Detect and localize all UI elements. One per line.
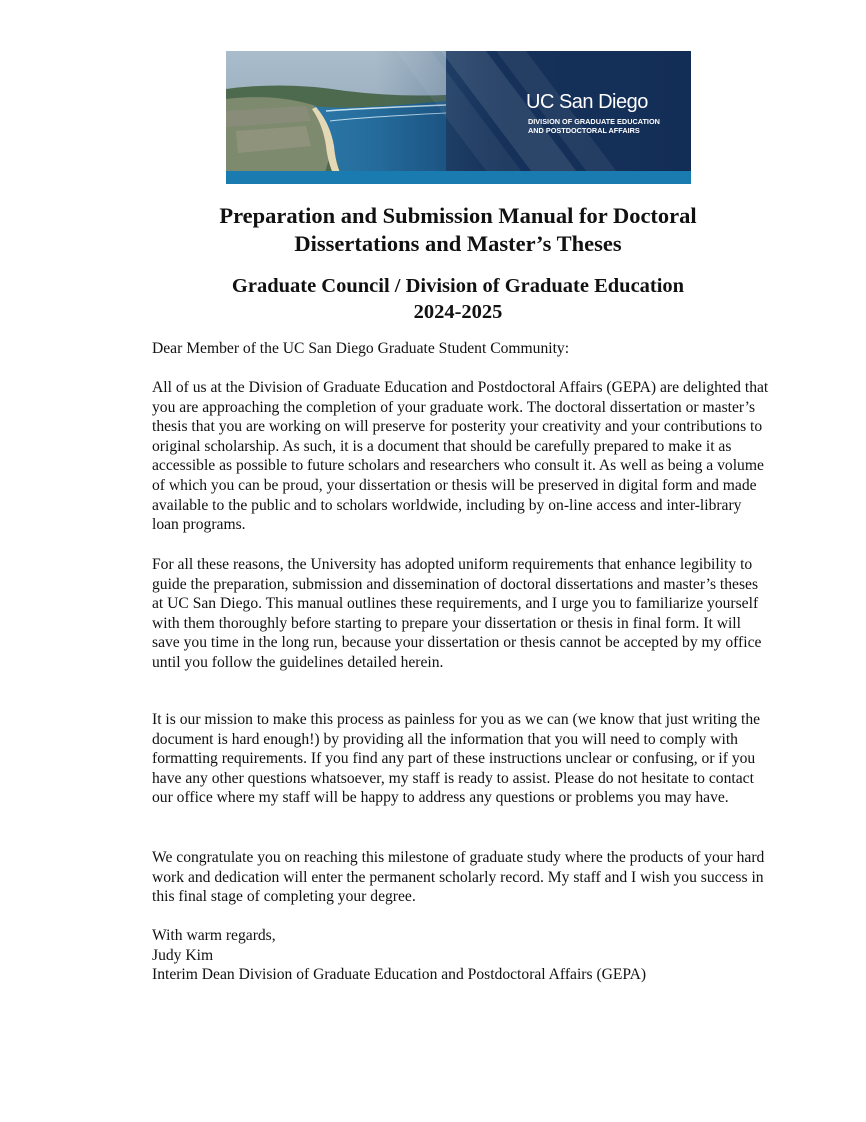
document-subtitle	[150, 273, 766, 325]
banner-stripe	[226, 171, 691, 184]
paragraph-text: For all these reasons, the University has adopted uniform requirements that enhance legibility to guide the preparation, submission and dissemination of doctoral dissertations and master’s theses at UC San Diego. This manual outlines these requirements, and I urge you to familiarize yourself with them thoroughly before starting to prepare your dissertation or thesis in final form. It will save you time in the long run, because your dissertation or thesis cannot be accepted by my office until you follow the guidelines detailed herein.	[152, 556, 762, 671]
uc-san-diego-logo: UC San Diego	[526, 91, 648, 113]
division-name-line1: DIVISION OF GRADUATE EDUCATION	[528, 117, 660, 126]
letter-signature	[152, 926, 772, 985]
closing-text: With warm regards,	[152, 927, 276, 944]
letter-paragraph-2	[152, 555, 772, 673]
paragraph-text: It is our mission to make this process as painless for you as we can (we know that just writing the document is hard enough!) by providing all the information that you will need to comply with formatting requirements. If you find any part of these instructions unclear or confusing, or if you have any other questions whatsoever, my staff is ready to assist. Please do not hesitate to contact our office where my staff will be happy to address any questions or problems you may have.	[152, 711, 761, 807]
header-banner	[226, 51, 691, 184]
letter-paragraph-3	[152, 710, 772, 808]
letter-paragraph-4	[152, 848, 772, 907]
letter-paragraph-1	[152, 378, 772, 535]
paragraph-text: All of us at the Division of Graduate Education and Postdoctoral Affairs (GEPA) are delighted that you are approaching the completion of your graduate work. The doctoral dissertation or master’s thesis that you are working on will preserve for posterity your creativity and your contributions to original scholarship. As such, it is a document that should be carefully prepared to make it as accessible as possible to future scholars and researchers who consult it. As well as being a volume of which you can be proud, your dissertation or thesis will be preserved in digital form and made available to the public and to scholars worldwide, including by on-line access and inter-library loan programs.	[152, 379, 769, 534]
document-title	[150, 202, 766, 258]
subtitle-year: 2024-2025	[413, 301, 503, 323]
subtitle-line1: Graduate Council / Division of Graduate Education	[231, 275, 685, 297]
salutation	[152, 339, 772, 359]
paragraph-text: We congratulate you on reaching this milestone of graduate study where the products of your hard work and dedication will enter the permanent scholarly record. My staff and I wish you success in this final stage of completing your degree.	[152, 849, 765, 906]
signer-name: Judy Kim	[152, 946, 214, 964]
division-name	[528, 117, 688, 135]
title-line1: Preparation and Submission Manual for Doctoral	[219, 203, 697, 228]
division-name-line2: AND POSTDOCTORAL AFFAIRS	[528, 126, 640, 135]
title-line2: Dissertations and Master’s Theses	[294, 231, 622, 256]
salutation-text: Dear Member of the UC San Diego Graduate Student Community:	[152, 340, 570, 357]
signer-title: Interim Dean Division of Graduate Education and Postdoctoral Affairs (GEPA)	[152, 966, 647, 984]
